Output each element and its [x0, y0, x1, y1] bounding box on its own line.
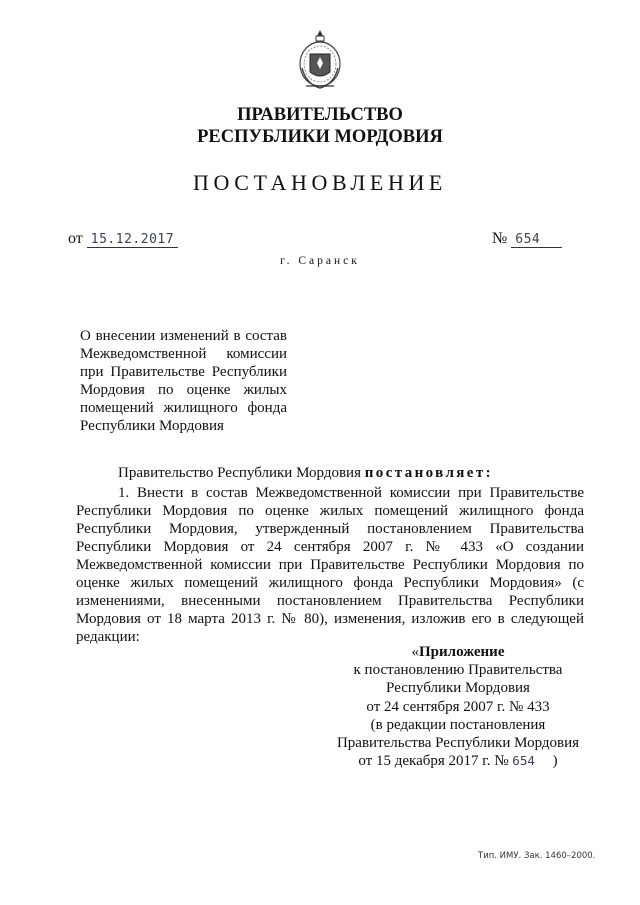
subject-line: при Правительстве Республики: [80, 364, 287, 380]
appendix-line: Республики Мордовия: [386, 680, 530, 697]
paragraph-line: Мордовия от 18 марта 2013 г. № 80), изменения, изложив его в следующей: [76, 611, 584, 627]
paragraph-line: редакции:: [76, 629, 140, 645]
paragraph-line: Республики Мордовия по оценке жилых помещений жилищного фонда: [76, 503, 584, 519]
print-mark: Тип. ИМУ. Зак. 1460–2000.: [478, 851, 596, 861]
document-title: ПОСТАНОВЛЕНИЕ: [193, 170, 447, 195]
government-name-line1: ПРАВИТЕЛЬСТВО: [237, 105, 403, 125]
lead-keyword: постановляет:: [364, 465, 494, 481]
decree-lead: [76, 464, 584, 482]
decree-paragraph: [76, 484, 584, 646]
appendix-line-6: [330, 752, 586, 770]
paragraph-line: 1. Внести в состав Межведомственной комиссии при Правительстве: [118, 485, 584, 501]
date-row: [68, 230, 178, 248]
number-value: 654: [511, 232, 562, 248]
appendix-heading-row: [330, 643, 586, 661]
subject-block: [80, 327, 287, 435]
subject-line: Межведомственной комиссии: [80, 346, 287, 362]
city-label: г. Саранск: [280, 255, 360, 267]
subject-line: О внесении изменений в состав: [80, 328, 287, 344]
appendix-line: к постановлению Правительства: [353, 662, 563, 679]
appendix-line: от 24 сентября 2007 г. № 433: [366, 698, 550, 715]
paragraph-line: Республики Мордовия от 24 сентября 2007 г. № 433 «О создании: [76, 539, 584, 555]
appendix-line6-number: 654: [512, 753, 535, 769]
paragraph-line: Республики Мордовия, утвержденный постановлением Правительства: [76, 521, 584, 537]
paragraph-line: Межведомственной комиссии при Правительстве Республики Мордовия по: [76, 557, 584, 573]
date-value: 15.12.2017: [87, 232, 178, 248]
number-prefix: №: [492, 230, 508, 247]
appendix-line6-prefix: от 15 декабря 2017 г. №: [358, 753, 509, 770]
subject-line: Республики Мордовия: [80, 418, 224, 434]
paragraph-line: изменениями, внесенными постановлением Правительства Республики: [76, 593, 584, 609]
appendix-heading: Приложение: [419, 644, 505, 660]
appendix-quote-mark: «: [411, 644, 419, 660]
coat-of-arms-emblem: [296, 28, 344, 94]
government-name-line2: РЕСПУБЛИКИ МОРДОВИЯ: [197, 127, 443, 147]
appendix-line: Правительства Республики Мордовия: [336, 735, 580, 752]
number-row: [492, 230, 562, 248]
subject-line: Мордовия по оценке жилых: [80, 382, 287, 398]
date-prefix: от: [68, 230, 83, 247]
subject-line: помещений жилищного фонда: [80, 400, 287, 416]
paragraph-line: оценке жилых помещений жилищного фонда Республики Мордовия» (с: [76, 575, 584, 591]
appendix-line6-suffix: ): [552, 753, 558, 770]
lead-text: Правительство Республики Мордовия: [118, 465, 361, 481]
appendix-line: (в редакции постановления: [370, 716, 546, 733]
appendix-block: [330, 643, 586, 770]
